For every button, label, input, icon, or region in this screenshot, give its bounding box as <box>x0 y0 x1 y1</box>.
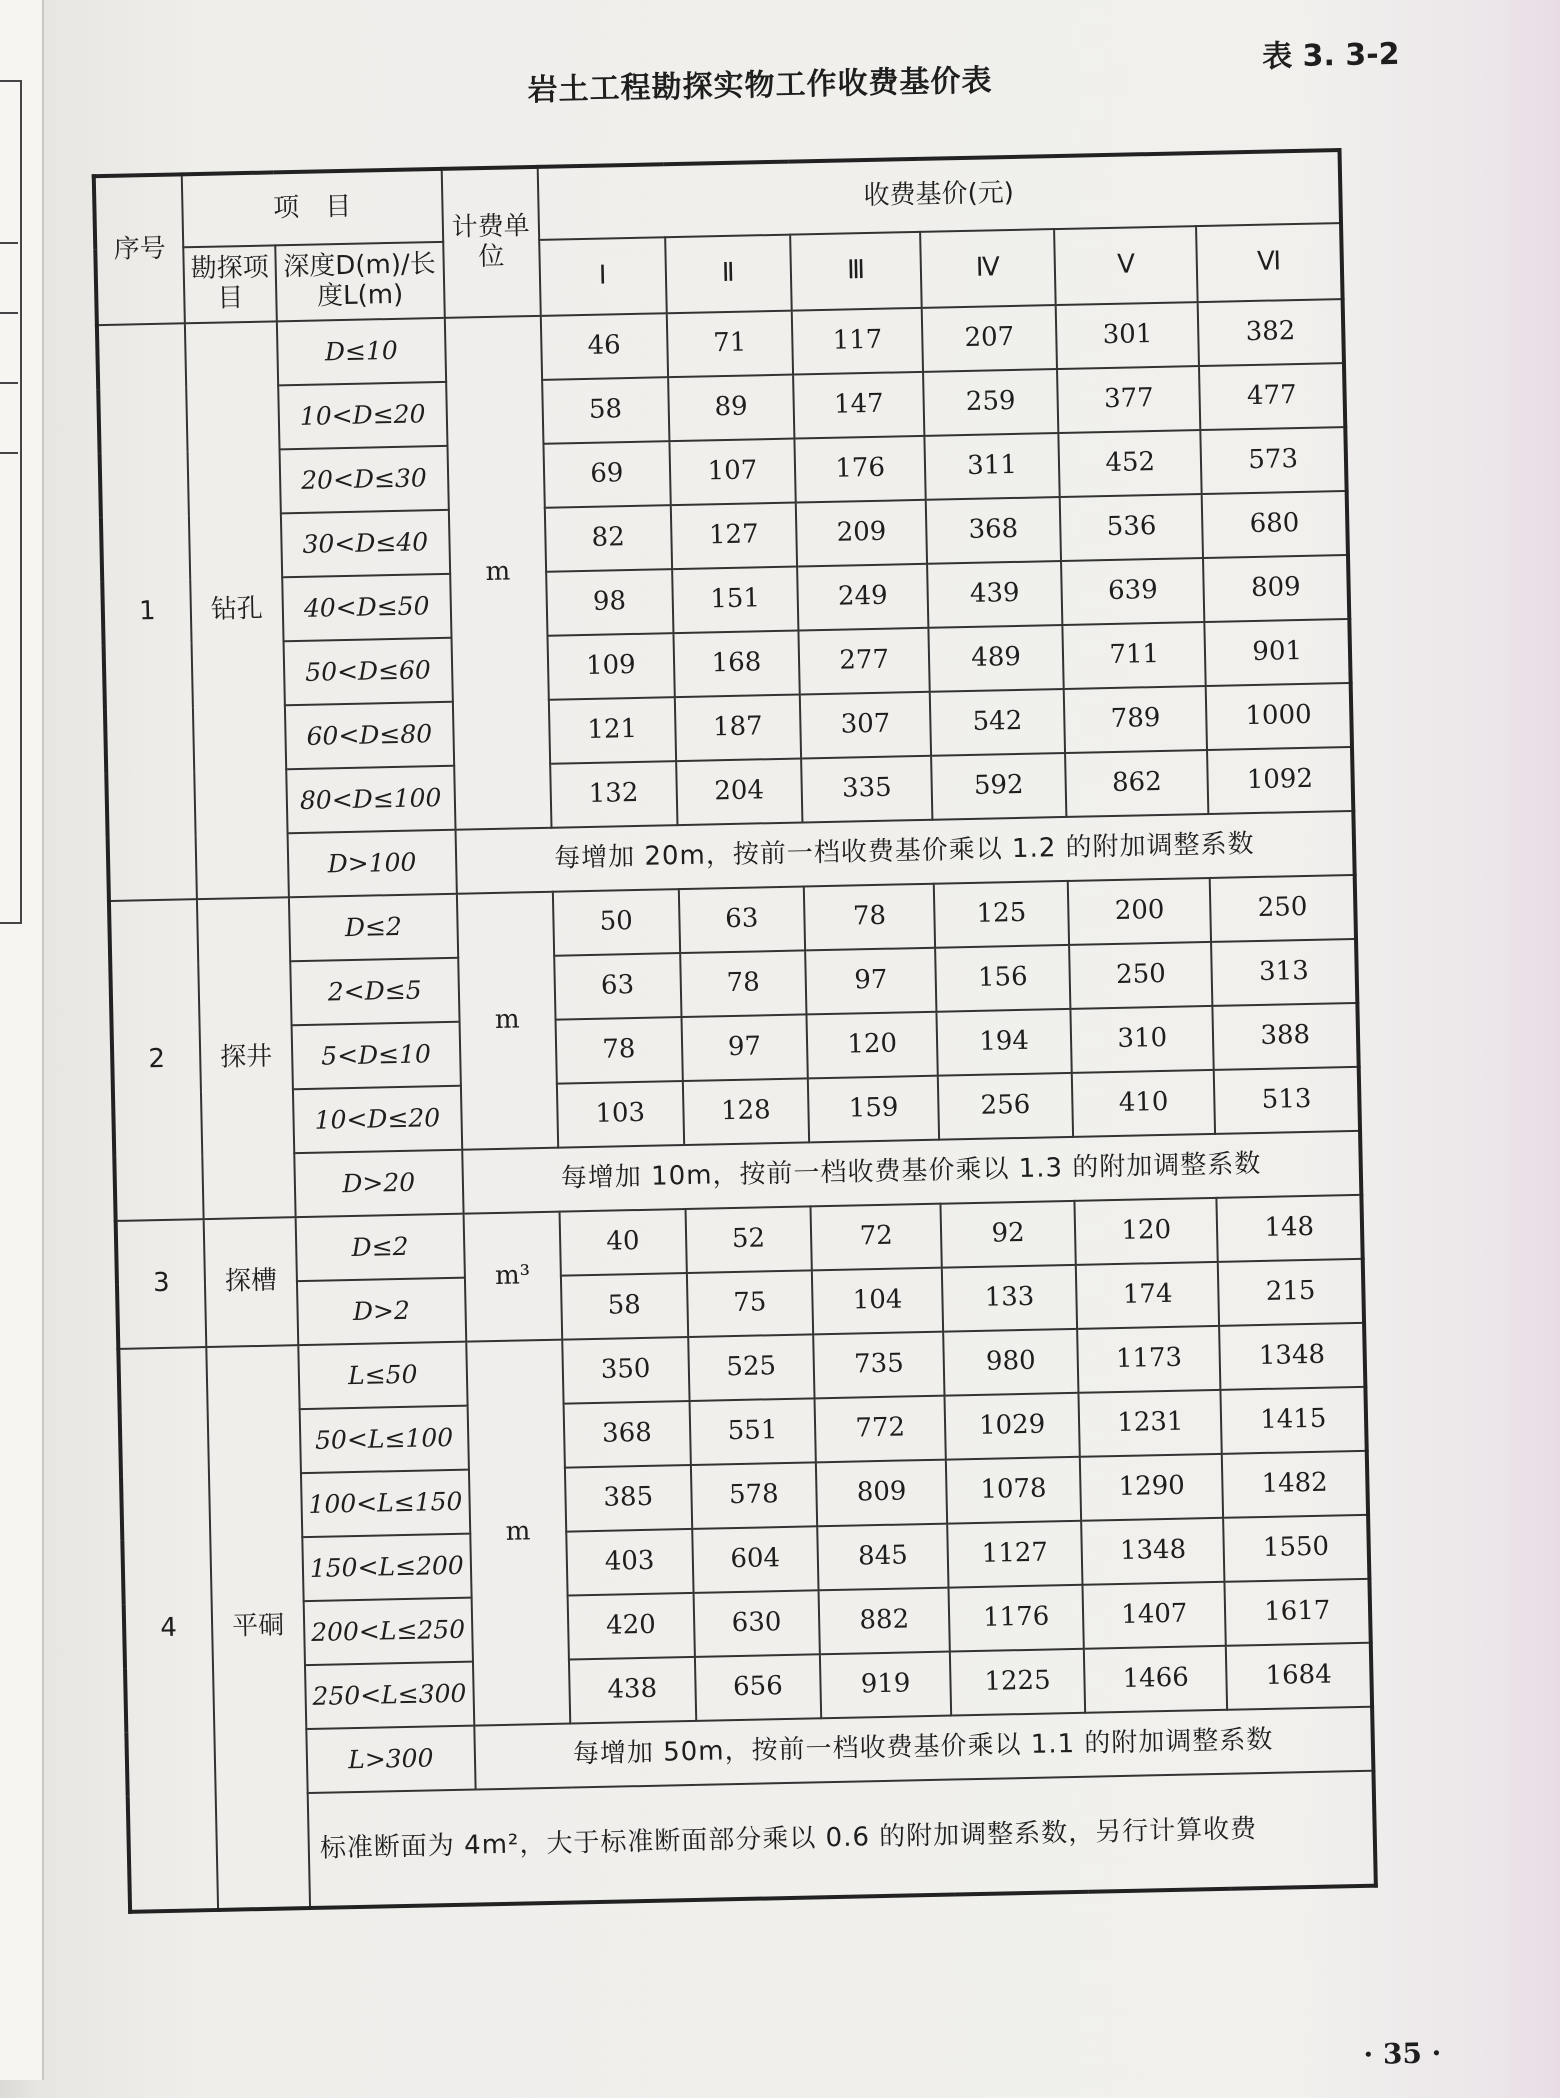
price-cell: 250 <box>1210 875 1356 942</box>
price-cell: 592 <box>931 753 1066 820</box>
price-cell: 117 <box>792 308 923 375</box>
adjacent-page-edge <box>0 0 44 2080</box>
price-cell: 551 <box>689 1398 816 1465</box>
price-cell: 125 <box>934 881 1069 948</box>
price-cell: 809 <box>816 1460 947 1527</box>
range-cell: 50<L≤100 <box>300 1406 469 1473</box>
price-cell: 735 <box>813 1332 944 1399</box>
price-cell: 176 <box>795 436 926 503</box>
document-page <box>48 0 1511 2095</box>
price-cell: 147 <box>793 372 924 439</box>
price-cell: 862 <box>1065 750 1209 817</box>
range-cell: 200<L≤250 <box>304 1598 473 1665</box>
price-cell: 98 <box>546 569 673 636</box>
price-cell: 277 <box>799 628 930 695</box>
header-depth-length: 深度D(m)/长度L(m) <box>275 242 444 321</box>
price-cell: 1550 <box>1224 1515 1370 1582</box>
price-cell: 368 <box>563 1401 690 1468</box>
range-cell: 80<D≤100 <box>286 766 455 833</box>
range-cell: D≤10 <box>277 318 446 385</box>
price-cell: 307 <box>800 692 931 759</box>
range-cell: 30<D≤40 <box>281 510 450 577</box>
price-cell: 513 <box>1214 1067 1360 1134</box>
row-seq: 4 <box>118 1347 218 1912</box>
price-cell: 174 <box>1076 1262 1220 1329</box>
price-cell: 204 <box>676 758 803 825</box>
price-cell: 604 <box>692 1526 819 1593</box>
unit-cell: m³ <box>463 1212 562 1342</box>
price-cell: 63 <box>678 886 805 953</box>
header-unit: 计费单位 <box>441 167 540 318</box>
price-cell: 215 <box>1218 1259 1364 1326</box>
price-cell: 71 <box>666 311 793 378</box>
price-cell: 1348 <box>1220 1323 1366 1390</box>
price-cell: 1617 <box>1225 1579 1371 1646</box>
price-cell: 89 <box>668 375 795 442</box>
price-cell: 168 <box>673 631 800 698</box>
price-cell: 1225 <box>950 1649 1085 1716</box>
range-cell: 50<D≤60 <box>284 638 453 705</box>
price-cell: 78 <box>555 1017 682 1084</box>
price-cell: 388 <box>1213 1003 1359 1070</box>
price-cell: 156 <box>935 945 1070 1012</box>
price-cell: 207 <box>922 305 1057 372</box>
price-cell: 1482 <box>1222 1451 1368 1518</box>
price-cell: 382 <box>1198 299 1344 366</box>
price-cell: 92 <box>940 1201 1075 1268</box>
price-cell: 256 <box>938 1073 1073 1140</box>
price-cell: 809 <box>1203 555 1349 622</box>
price-cell: 1029 <box>944 1393 1079 1460</box>
price-cell: 209 <box>796 500 927 567</box>
price-cell: 980 <box>943 1329 1078 1396</box>
row-seq: 2 <box>109 899 204 1221</box>
range-cell: D>2 <box>297 1278 466 1345</box>
unit-cell: m <box>466 1340 570 1726</box>
price-cell: 259 <box>923 369 1058 436</box>
table-number: 表 3. 3-2 <box>1261 36 1400 75</box>
range-cell: D>100 <box>288 830 457 897</box>
header-grade: Ⅴ <box>1054 226 1198 305</box>
explore-item-name: 探槽 <box>204 1217 299 1347</box>
range-cell: 60<D≤80 <box>285 702 454 769</box>
header-grade: Ⅲ <box>790 232 921 311</box>
price-cell: 536 <box>1060 494 1204 561</box>
unit-cell: m <box>444 316 551 830</box>
price-cell: 75 <box>686 1270 813 1337</box>
price-cell: 132 <box>550 761 677 828</box>
price-cell: 630 <box>693 1590 820 1657</box>
price-cell: 542 <box>930 689 1065 756</box>
price-cell: 711 <box>1062 622 1206 689</box>
table-title: 岩土工程勘探实物工作收费基价表 <box>527 63 993 109</box>
adjustment-note: 每增加 10m，按前一档收费基价乘以 1.3 的附加调整系数 <box>462 1131 1362 1214</box>
price-cell: 789 <box>1064 686 1208 753</box>
header-item: 项 目 <box>182 169 443 247</box>
price-cell: 410 <box>1072 1070 1216 1137</box>
header-grade: Ⅰ <box>539 237 666 316</box>
table-row <box>128 1771 1376 1912</box>
header-base-price: 收费基价(元) <box>538 150 1341 240</box>
price-cell: 104 <box>812 1268 943 1335</box>
price-cell: 439 <box>927 561 1062 628</box>
price-cell: 82 <box>545 505 672 572</box>
price-cell: 120 <box>1074 1198 1218 1265</box>
price-cell: 919 <box>820 1652 951 1719</box>
price-cell: 1684 <box>1226 1643 1372 1710</box>
page-number: · 35 · <box>1363 2036 1442 2072</box>
price-cell: 385 <box>565 1465 692 1532</box>
header-seq: 序号 <box>94 174 185 325</box>
price-cell: 882 <box>819 1588 950 1655</box>
price-cell: 249 <box>797 564 928 631</box>
price-cell: 350 <box>562 1337 689 1404</box>
price-cell: 335 <box>801 756 932 823</box>
adjustment-note: 每增加 50m，按前一档收费基价乘以 1.1 的附加调整系数 <box>474 1707 1374 1790</box>
price-cell: 63 <box>554 953 681 1020</box>
price-cell: 200 <box>1068 878 1212 945</box>
row-seq: 1 <box>97 323 197 901</box>
price-cell: 159 <box>808 1076 939 1143</box>
price-cell: 310 <box>1070 1006 1214 1073</box>
price-cell: 78 <box>680 950 807 1017</box>
price-cell: 127 <box>670 503 797 570</box>
range-cell: D≤2 <box>289 894 458 961</box>
price-cell: 97 <box>805 948 936 1015</box>
price-cell: 1173 <box>1077 1326 1221 1393</box>
price-cell: 58 <box>561 1273 688 1340</box>
price-cell: 151 <box>672 567 799 634</box>
explore-item-name: 平硐 <box>206 1345 310 1910</box>
price-cell: 578 <box>690 1462 817 1529</box>
range-cell: 10<D≤20 <box>278 382 447 449</box>
range-cell: L>300 <box>306 1726 475 1793</box>
price-cell: 1415 <box>1221 1387 1367 1454</box>
price-cell: 420 <box>567 1593 694 1660</box>
range-cell: 2<D≤5 <box>290 958 459 1025</box>
price-cell: 1176 <box>949 1585 1084 1652</box>
range-cell: 250<L≤300 <box>305 1662 474 1729</box>
price-cell: 1348 <box>1081 1518 1225 1585</box>
price-cell: 107 <box>669 439 796 506</box>
table-body <box>97 299 1376 1912</box>
price-cell: 58 <box>542 377 669 444</box>
range-cell: 150<L≤200 <box>302 1534 471 1601</box>
price-cell: 1078 <box>946 1457 1081 1524</box>
price-cell: 438 <box>569 1657 696 1724</box>
price-cell: 194 <box>936 1009 1071 1076</box>
header-grade: Ⅵ <box>1196 223 1342 302</box>
fee-table <box>92 148 1378 1914</box>
range-cell: D≤2 <box>296 1214 465 1281</box>
price-cell: 72 <box>811 1204 942 1271</box>
price-cell: 1127 <box>947 1521 1082 1588</box>
price-cell: 133 <box>942 1265 1077 1332</box>
price-cell: 377 <box>1057 366 1201 433</box>
price-cell: 313 <box>1211 939 1357 1006</box>
unit-cell: m <box>456 892 558 1150</box>
price-cell: 103 <box>557 1081 684 1148</box>
price-cell: 639 <box>1061 558 1205 625</box>
price-cell: 148 <box>1217 1195 1363 1262</box>
price-cell: 250 <box>1069 942 1213 1009</box>
price-cell: 109 <box>547 633 674 700</box>
explore-item-name: 钻孔 <box>185 321 289 899</box>
header-grade: Ⅱ <box>665 235 792 314</box>
range-cell: 10<D≤20 <box>293 1086 462 1153</box>
range-cell: 40<D≤50 <box>282 574 451 641</box>
range-cell: 100<L≤150 <box>301 1470 470 1537</box>
price-cell: 1231 <box>1078 1390 1222 1457</box>
price-cell: 1407 <box>1083 1582 1227 1649</box>
price-cell: 120 <box>807 1012 938 1079</box>
header-grade: Ⅳ <box>920 229 1056 308</box>
price-cell: 403 <box>566 1529 693 1596</box>
row-seq: 3 <box>116 1219 207 1349</box>
adjustment-note: 每增加 20m，按前一档收费基价乘以 1.2 的附加调整系数 <box>455 811 1355 894</box>
remark-note: 标准断面为 4m²，大于标准断面部分乘以 0.6 的附加调整系数，另行计算收费 <box>308 1771 1376 1908</box>
price-cell: 901 <box>1205 619 1351 686</box>
price-cell: 1092 <box>1207 747 1353 814</box>
header-explore-item: 勘探项目 <box>183 245 277 323</box>
price-cell: 525 <box>688 1334 815 1401</box>
price-cell: 121 <box>549 697 676 764</box>
price-cell: 50 <box>553 889 680 956</box>
price-cell: 46 <box>541 313 668 380</box>
price-cell: 78 <box>804 884 935 951</box>
price-cell: 97 <box>681 1014 808 1081</box>
price-cell: 128 <box>682 1078 809 1145</box>
range-cell: 5<D≤10 <box>292 1022 461 1089</box>
price-cell: 311 <box>924 433 1059 500</box>
price-cell: 69 <box>543 441 670 508</box>
price-cell: 452 <box>1058 430 1202 497</box>
price-cell: 1000 <box>1206 683 1352 750</box>
price-cell: 187 <box>674 695 801 762</box>
price-cell: 489 <box>928 625 1063 692</box>
price-cell: 301 <box>1056 302 1200 369</box>
explore-item-name: 探井 <box>197 897 296 1219</box>
price-cell: 368 <box>926 497 1061 564</box>
price-cell: 1466 <box>1084 1646 1228 1713</box>
price-cell: 40 <box>559 1209 686 1276</box>
adjacent-page-table-fragment <box>0 80 22 924</box>
price-cell: 656 <box>694 1654 821 1721</box>
price-cell: 680 <box>1202 491 1348 558</box>
price-cell: 477 <box>1199 363 1345 430</box>
price-cell: 772 <box>815 1396 946 1463</box>
range-cell: L≤50 <box>298 1342 467 1409</box>
price-cell: 1290 <box>1080 1454 1224 1521</box>
price-cell: 52 <box>685 1206 812 1273</box>
range-cell: D>20 <box>294 1150 463 1217</box>
range-cell: 20<D≤30 <box>280 446 449 513</box>
price-cell: 845 <box>817 1524 948 1591</box>
price-cell: 573 <box>1201 427 1347 494</box>
